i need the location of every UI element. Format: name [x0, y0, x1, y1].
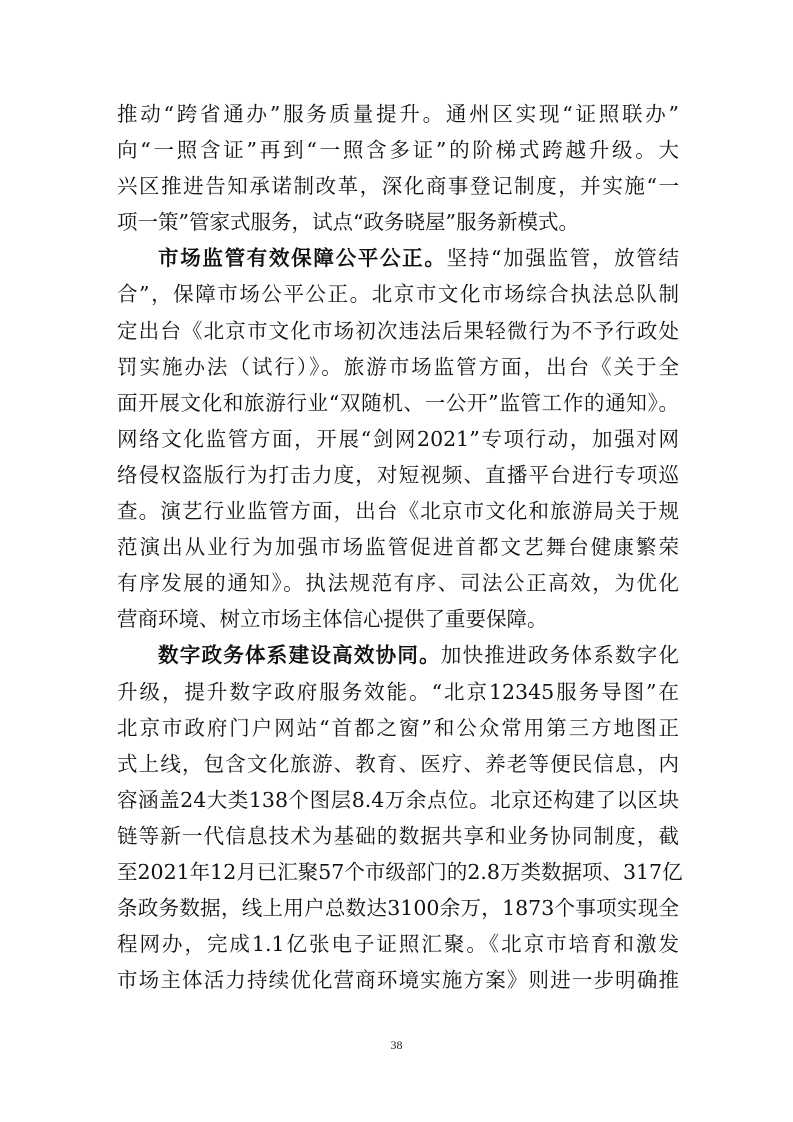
text-line: 向“一照含证”再到“一照含多证”的阶梯式跨越升级。大 — [117, 138, 679, 163]
paragraph — [117, 637, 683, 998]
text-line: 项一策”管家式服务，试点“政务晓屋”服务新模式。 — [117, 210, 579, 235]
text-line: 有序发展的通知》。执法规范有序、司法公正高效，为优化 — [117, 571, 679, 596]
paragraph — [117, 96, 679, 240]
text-line — [117, 637, 679, 673]
page-number: 38 — [390, 1038, 403, 1052]
body-text — [117, 96, 683, 998]
text-line: 范演出从业行为加强市场监管促进首都文艺舞台健康繁荣 — [117, 535, 679, 560]
text-line: 市场主体活力持续优化营商环境实施方案》则进一步明确推 — [117, 968, 679, 993]
paragraph-lead: 市场监管有效保障公平公正。 — [158, 246, 447, 271]
text-line: 面开展文化和旅游行业“双随机、一公开”监管工作的通知》。 — [117, 390, 679, 415]
text-line: 升级，提升数字政府服务效能。“北京12345服务导图”在 — [117, 679, 679, 704]
text-line: 兴区推进告知承诺制改革，深化商事登记制度，并实施“一 — [117, 174, 679, 199]
text-line: 程网办，完成1.1亿张电子证照汇聚。《北京市培育和激发 — [117, 932, 679, 957]
text-line: 定出台《北京市文化市场初次违法后果轻微行为不予行政处 — [117, 318, 679, 343]
text-line: 至2021年12月已汇聚57个市级部门的2.8万类数据项、317亿 — [117, 859, 683, 884]
paragraph — [117, 240, 679, 637]
text-line: 营商环境、树立市场主体信心提供了重要保障。 — [117, 607, 548, 632]
text-run: 加快推进政务体系数字化 — [440, 643, 679, 668]
paragraph-lead: 数字政务体系建设高效协同。 — [158, 643, 441, 668]
text-line — [117, 240, 679, 276]
text-line: 罚实施办法（试行）》。旅游市场监管方面，出台《关于全 — [117, 354, 679, 379]
text-line: 链等新一代信息技术为基础的数据共享和业务协同制度，截 — [117, 823, 679, 848]
text-run: 坚持“加强监管，放管结 — [446, 246, 680, 271]
text-line: 式上线，包含文化旅游、教育、医疗、养老等便民信息，内 — [117, 751, 679, 776]
text-line: 容涵盖24大类138个图层8.4万余点位。北京还构建了以区块 — [117, 787, 679, 812]
text-line: 推动“跨省通办”服务质量提升。通州区实现“证照联办” — [117, 102, 679, 126]
text-line: 查。演艺行业监管方面，出台《北京市文化和旅游局关于规 — [117, 499, 679, 524]
text-line: 北京市政府门户网站“首都之窗”和公众常用第三方地图正 — [117, 715, 679, 740]
text-line: 条政务数据，线上用户总数达3100余万，1873个事项实现全 — [117, 896, 679, 921]
text-line: 络侵权盗版行为打击力度，对短视频、直播平台进行专项巡 — [117, 462, 679, 487]
text-line: 网络文化监管方面，开展“剑网2021”专项行动，加强对网 — [117, 426, 679, 451]
text-line: 合”，保障市场公平公正。北京市文化市场综合执法总队制 — [117, 282, 679, 307]
